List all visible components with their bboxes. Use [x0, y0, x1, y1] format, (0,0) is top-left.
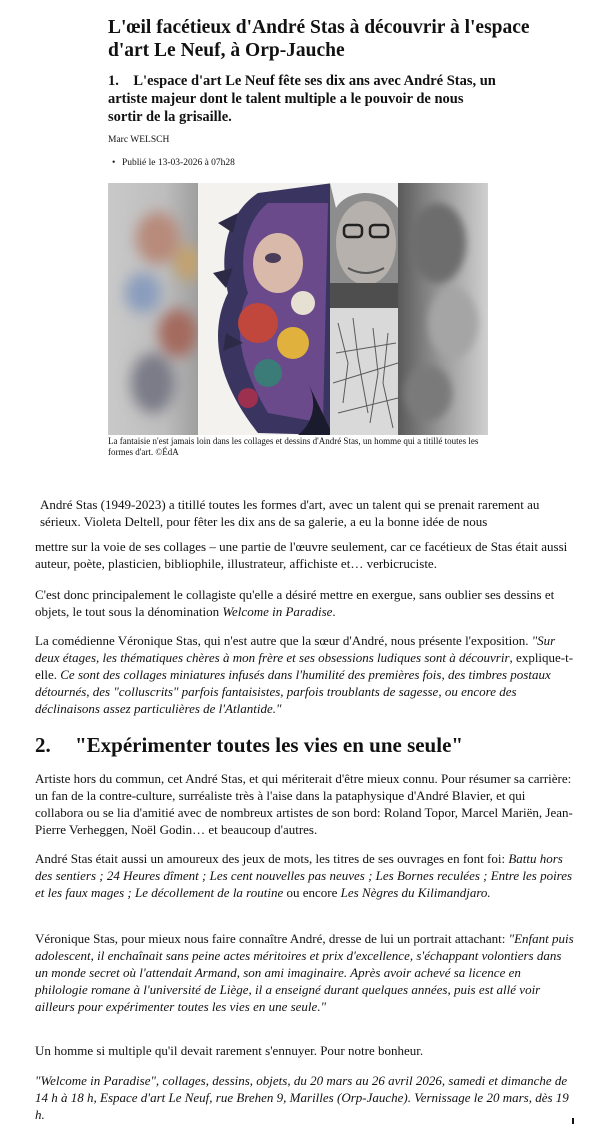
- paragraph-6-intro: André Stas était aussi un amoureux des jeux de mots, les titres de ses ouvrages en font foi:: [35, 851, 509, 866]
- bullet: •: [112, 158, 116, 168]
- author-name[interactable]: Marc WELSCH: [108, 135, 170, 145]
- book-titles: Battu hors des sentiers ; 24 Heures dîment ; Les cent nouvelles pas neuves ; Les Bornes reculées ; Entre les poires et les faux mages ; Le décollement de la routine: [35, 851, 573, 900]
- publish-date-text: Publié le 13-03-2026 à 07h28: [122, 158, 235, 168]
- paragraph-5: Artiste hors du commun, cet André Stas, et qui mériterait d'être mieux connu. Pour résumer sa carrière: un fan de la contre-culture, surréaliste très à l'aise dans la pataphysique d'André Blavier, et qui collabora ou se lia d'amitié avec de nombreux artistes de son bord: Roland Topor, Marcel Mariën, Jean-Pierre Verheggen, Noël Godin… et beaucoup d'autres.: [35, 771, 573, 837]
- exhibition-title: Welcome in Paradise: [222, 604, 333, 619]
- collage-artwork: [108, 183, 488, 435]
- paragraph-4-intro: La comédienne Véronique Stas, qui n'est autre que la sœur d'André, nous présente l'exposition.: [35, 633, 532, 648]
- paragraph-4-attribution: , explique-t-elle.: [35, 650, 574, 682]
- paragraph-3: [35, 586, 575, 620]
- paragraph-7: [35, 930, 575, 1015]
- article-image[interactable]: [108, 183, 488, 435]
- section-title: "Expérimenter toutes les vies en une seule": [75, 733, 464, 757]
- quote-1a: "Sur deux étages, les thématiques chères à mon frère et ses obsessions ludiques sont à découvrir: [35, 633, 556, 665]
- publish-date: [112, 158, 235, 168]
- quote-2: "Enfant puis adolescent, il enchaînait sans peine actes méritoires et prix d'excellence, s'échappant volontiers dans un monde secret où l'attendait Armand, son ami imaginaire. Après avoir achevé sa licence en philologie romane à l'université de Liège, il a enseigné durant quelques années, puis est allé voir ailleurs pour expérimenter toutes les vies en une seule.": [35, 931, 574, 1014]
- section-heading-2: [35, 733, 463, 757]
- paragraph-3-text: C'est donc principalement le collagiste qu'elle a désiré mettre en exergue, sans oublier ses dessins et objets, le tout sous la dénomination: [35, 587, 555, 619]
- exhibition-info: "Welcome in Paradise", collages, dessins, objets, du 20 mars au 26 avril 2026, samedi et dimanche de 14 h à 18 h, Espace d'art Le Neuf, rue Brehen 9, Marilles (Orp-Jauche). Vernissage le 20 mars, dès 19 h.: [35, 1073, 569, 1122]
- paragraph-2: mettre sur la voie de ses collages – une partie de l'œuvre seulement, car ce facétieux de Stas était aussi auteur, poète, plasticien, bibliophile, illustrateur, affichiste et… verbicruciste.: [35, 539, 568, 571]
- paragraph-6-connector: ou encore: [283, 885, 341, 900]
- section-number: 2.: [35, 733, 51, 757]
- paragraph-3-end: .: [332, 604, 336, 619]
- paragraph-8: Un homme si multiple qu'il devait rarement s'ennuyer. Pour notre bonheur.: [35, 1043, 424, 1058]
- paragraph-1: André Stas (1949-2023) a titillé toutes les formes d'art, avec un talent qui se prenait rarement au sérieux. Violeta Deltell, pour fêter les dix ans de sa galerie, a eu la bonne idée de nous: [40, 497, 540, 529]
- paragraph-4: [35, 632, 575, 717]
- quote-1b: Ce sont des collages miniatures infusés dans l'humilité des premières fois, des timbres postaux détournés, des "colluscrits" parfois fantaisistes, parfois troublants de sagesse, ou encore des déclinaisons assez particulières de l'Atlantide.": [35, 667, 551, 716]
- paragraph-6: [35, 850, 575, 901]
- article-title: L'œil facétieux d'André Stas à découvrir à l'espace d'art Le Neuf, à Orp-Jauche: [108, 17, 530, 61]
- book-title-last: Les Nègres du Kilimandjaro.: [340, 885, 491, 900]
- paragraph-7-intro: Véronique Stas, pour mieux nous faire connaître André, dresse de lui un portrait attachant:: [35, 931, 509, 946]
- article-subtitle: 1. L'espace d'art Le Neuf fête ses dix ans avec André Stas, un artiste majeur dont le talent multiple a le pouvoir de nous sortir de la grisaille.: [108, 73, 496, 125]
- image-caption: La fantaisie n'est jamais loin dans les collages et dessins d'André Stas, un homme qui a titillé toutes les formes d'art. ©ÉdA: [108, 436, 479, 457]
- page-mark: [572, 1118, 574, 1124]
